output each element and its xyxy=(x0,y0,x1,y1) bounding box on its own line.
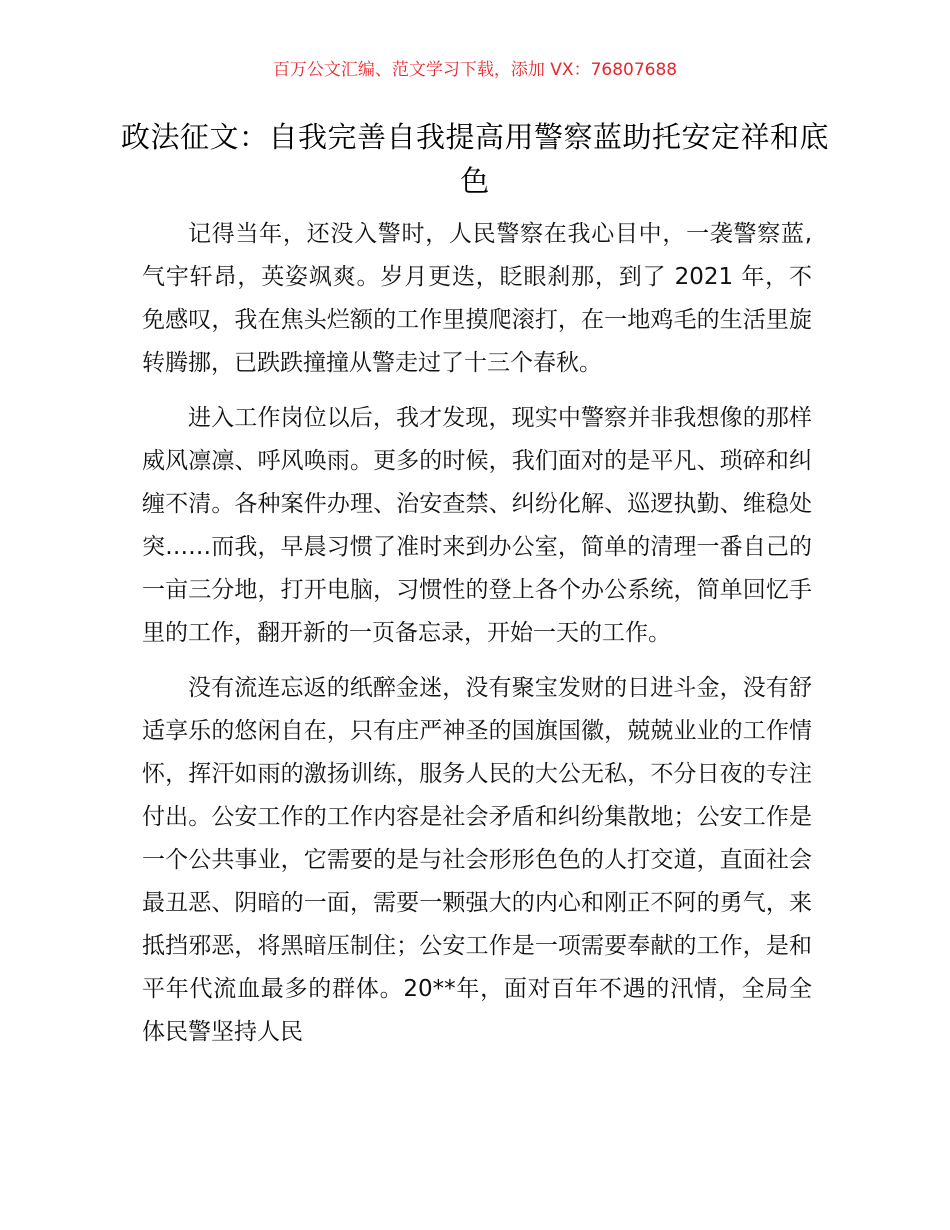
watermark-header: 百万公文汇编、范文学习下载，添加 VX：76807688 xyxy=(272,60,678,80)
paragraph-3: 没有流连忘返的纸醉金迷，没有聚宝发财的日进斗金，没有舒适享乐的悠闲自在，只有庄严神圣的国旗国徽，兢兢业业的工作情怀，挥汗如雨的激扬训练，服务人民的大公无私，不分日夜的专注付出。公安工作的工作内容是社会矛盾和纠纷集散地；公安工作是一个公共事业，它需要的是与社会形形色色的人打交道，直面社会最丑恶、阴暗的一面，需要一颗强大的内心和刚正不阿的勇气，来抵挡邪恶，将黑暗压制住；公安工作是一项需要奉献的工作，是和平年代流血最多的群体。20**年，面对百年不遇的汛情，全局全体民警坚持人民 xyxy=(142,675,812,1045)
document-body xyxy=(142,213,812,1066)
paragraph-2: 进入工作岗位以后，我才发现，现实中警察并非我想像的那样威风凛凛、呼风唤雨。更多的时候，我们面对的是平凡、琐碎和纠缠不清。各种案件办理、治安查禁、纠纷化解、巡逻执勤、维稳处突……而我，早晨习惯了准时来到办公室，简单的清理一番自己的一亩三分地，打开电脑，习惯性的登上各个办公系统，简单回忆手里的工作，翻开新的一页备忘录，开始一天的工作。 xyxy=(142,405,812,646)
document-title: 政法征文：自我完善自我提高用警察蓝助托安定祥和底色 xyxy=(120,120,829,198)
paragraph-1: 记得当年，还没入警时，人民警察在我心目中，一袭警察蓝,气宇轩昂，英姿飒爽。岁月更迭，眨眼刹那，到了 2021 年，不免感叹，我在焦头烂额的工作里摸爬滚打，在一地鸡毛的生活里旋转腾挪，已跌跌撞撞从警走过了十三个春秋。 xyxy=(142,221,812,376)
